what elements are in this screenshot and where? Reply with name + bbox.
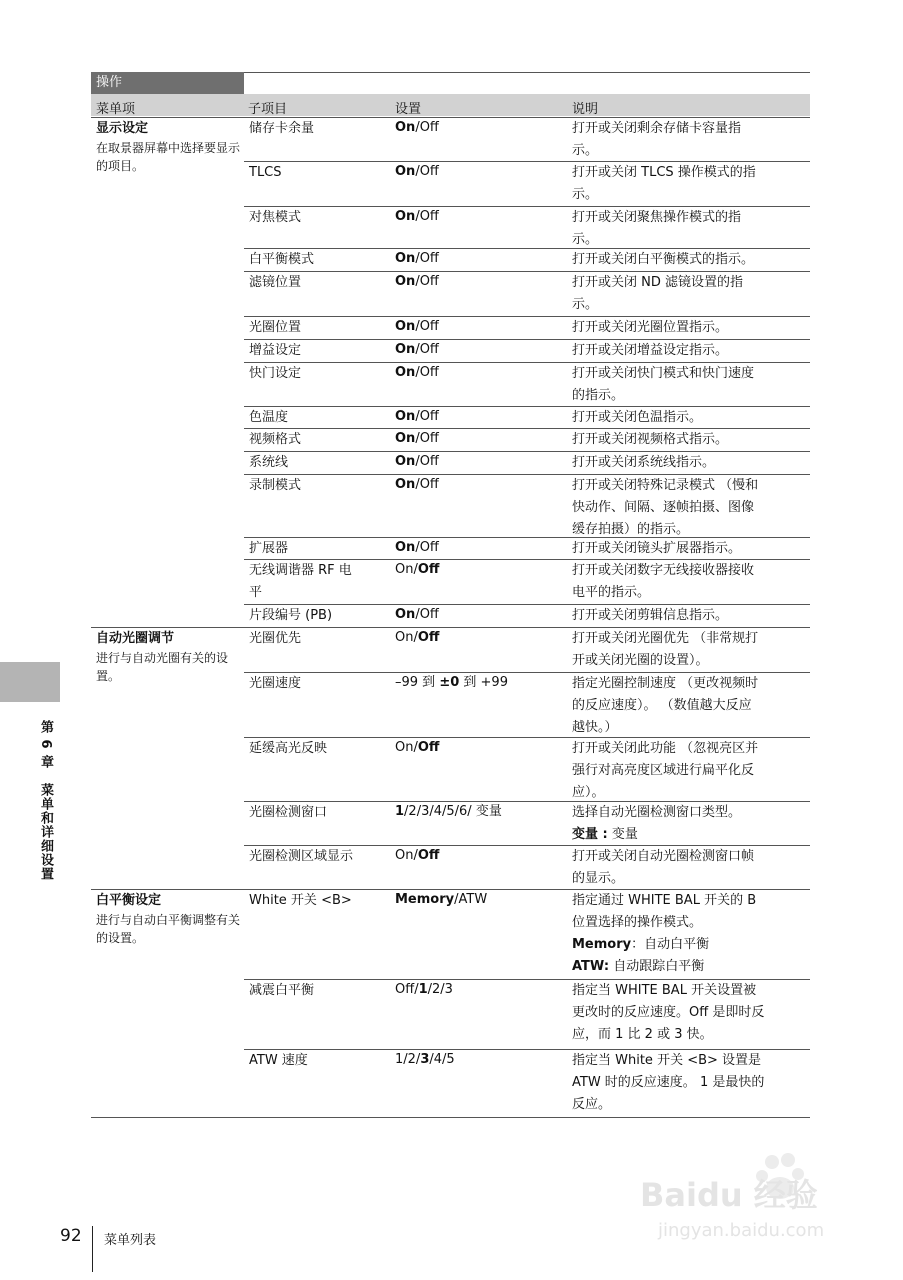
description: 打开或关闭视频格式指示。 <box>572 432 729 447</box>
setting-value: On/Off <box>395 274 439 289</box>
setting-value: On/Off <box>395 319 439 334</box>
row-separator <box>244 451 810 452</box>
footer-divider <box>92 1226 93 1272</box>
description: 打开或关闭增益设定指示。 <box>572 343 729 358</box>
description: 打开或关闭此功能 （忽视亮区并 强行对高亮度区域进行扁平化反 应）。 <box>572 741 759 800</box>
description: 打开或关闭系统线指示。 <box>572 455 716 470</box>
setting-value: Off/1/2/3 <box>395 982 453 997</box>
description: 打开或关闭色温指示。 <box>572 410 703 425</box>
sub-item: 光圈检测区域显示 <box>249 849 354 864</box>
section-title: 白平衡设定 <box>96 893 162 908</box>
setting-value: On/Off <box>395 540 439 555</box>
section-title: 自动光圈调节 <box>96 631 175 646</box>
setting-value: On/Off <box>395 120 439 135</box>
chapter-label: 第 6 章 菜单和详细设置 <box>38 720 53 882</box>
description: 打开或关闭剩余存储卡容量指 示。 <box>572 121 742 158</box>
sub-item: 录制模式 <box>249 478 302 493</box>
baidu-watermark <box>640 1148 850 1248</box>
description: 打开或关闭自动光圈检测窗口帧 的显示。 <box>572 849 755 886</box>
section-description: 进行与自动光圈有关的设置。 <box>96 651 229 683</box>
description: 打开或关闭光圈优先 （非常规打 开或关闭光圈的设置）。 <box>572 631 759 668</box>
setting-value: On/Off <box>395 209 439 224</box>
setting-value: On/Off <box>395 251 439 266</box>
section-title: 显示设定 <box>96 121 149 136</box>
description: 指定当 White 开关 <B> 设置是 ATW 时的反应速度。 1 是最快的 反应。 <box>572 1053 765 1112</box>
setting-value: On/Off <box>395 454 439 469</box>
row-separator <box>244 406 810 407</box>
description: 打开或关闭白平衡模式的指示。 <box>572 252 755 267</box>
description: 指定当 WHITE BAL 开关设置被 更改时的反应速度。Off 是即时反 应，而 1 比 2 或 3 快。 <box>572 983 765 1042</box>
description: 打开或关闭聚焦操作模式的指 示。 <box>572 210 742 247</box>
setting-value: On/Off <box>395 342 439 357</box>
section-description: 在取景器屏幕中选择要显示的项目。 <box>96 141 241 173</box>
setting-value: On/Off <box>395 431 439 446</box>
setting-value: On/Off <box>395 477 439 492</box>
sub-item: 滤镜位置 <box>249 275 302 290</box>
sub-item: 对焦模式 <box>249 210 302 225</box>
description: 打开或关闭镜头扩展器指示。 <box>572 541 742 556</box>
sub-item: 扩展器 <box>249 541 289 556</box>
watermark-brand: Baidu 经验 <box>640 1176 818 1214</box>
description: 打开或关闭 TLCS 操作模式的指 示。 <box>572 165 756 202</box>
description: 指定通过 WHITE BAL 开关的 B 位置选择的操作模式。 Memory：自动白平衡 ATW: 自动跟踪白平衡 <box>572 893 757 974</box>
description: 打开或关闭数字无线接收器接收 电平的指示。 <box>572 563 755 600</box>
chapter-tab <box>0 662 60 702</box>
setting-value: On/Off <box>395 848 440 863</box>
sub-item: 延缓高光反映 <box>249 741 328 756</box>
description: 打开或关闭 ND 滤镜设置的指 示。 <box>572 275 743 312</box>
sub-item: 片段编号 (PB) <box>249 608 333 623</box>
setting-value: 1/2/3/4/5 <box>395 1052 455 1067</box>
sub-item: 光圈优先 <box>249 631 302 646</box>
sub-item: 色温度 <box>249 410 289 425</box>
setting-value: On/Off <box>395 607 439 622</box>
table-bottom-rule <box>91 1117 810 1118</box>
setting-value: Memory/ATW <box>395 892 488 907</box>
sub-item: 光圈速度 <box>249 676 302 691</box>
sub-item: 快门设定 <box>249 366 302 381</box>
watermark-url: jingyan.baidu.com <box>658 1220 825 1241</box>
sub-item: 白平衡模式 <box>249 252 315 267</box>
sub-item: 增益设定 <box>249 343 302 358</box>
col-sub-header: 子项目 <box>248 102 288 117</box>
description: 打开或关闭光圈位置指示。 <box>572 320 729 335</box>
sub-item: White 开关 <B> <box>249 893 352 908</box>
col-desc-header: 说明 <box>572 102 599 117</box>
setting-value: On/Off <box>395 630 440 645</box>
footer-title: 菜单列表 <box>104 1233 157 1248</box>
sub-item: 光圈位置 <box>249 320 302 335</box>
description: 打开或关闭快门模式和快门速度 的指示。 <box>572 366 755 403</box>
section-description: 进行与自动白平衡调整有关的设置。 <box>96 913 241 945</box>
sub-item: 系统线 <box>249 455 289 470</box>
description: 打开或关闭特殊记录模式 （慢和 快动作、间隔、逐帧拍摄、图像 缓存拍摄）的指示。 <box>572 478 759 537</box>
setting-value: –99 到 ±0 到 +99 <box>395 675 508 690</box>
col-setting-header: 设置 <box>395 102 422 117</box>
setting-value: On/Off <box>395 409 439 424</box>
sub-item: 光圈检测窗口 <box>249 805 328 820</box>
col-menu-header: 菜单项 <box>96 102 136 117</box>
table-top-rule <box>244 72 810 73</box>
page-number: 92 <box>60 1226 82 1246</box>
sub-item: TLCS <box>249 165 282 180</box>
sub-item: 无线调谐器 RF 电 平 <box>249 563 352 600</box>
setting-value: On/Off <box>395 562 440 577</box>
description: 指定光圈控制速度 （更改视频时 的反应速度）。 （数值越大反应 越快。） <box>572 676 759 735</box>
setting-value: 1/2/3/4/5/6/ 变量 <box>395 804 502 819</box>
sub-item: 视频格式 <box>249 432 302 447</box>
setting-value: On/Off <box>395 365 439 380</box>
description: 选择自动光圈检测窗口类型。 变量 : 变量 <box>572 805 742 842</box>
description: 打开或关闭剪辑信息指示。 <box>572 608 729 623</box>
section-header: 操作 <box>91 72 244 94</box>
sub-item: 减震白平衡 <box>249 983 315 998</box>
sub-item: ATW 速度 <box>249 1053 308 1068</box>
sub-item: 储存卡余量 <box>249 121 315 136</box>
table-header-row <box>91 94 810 116</box>
setting-value: On/Off <box>395 740 440 755</box>
setting-value: On/Off <box>395 164 439 179</box>
